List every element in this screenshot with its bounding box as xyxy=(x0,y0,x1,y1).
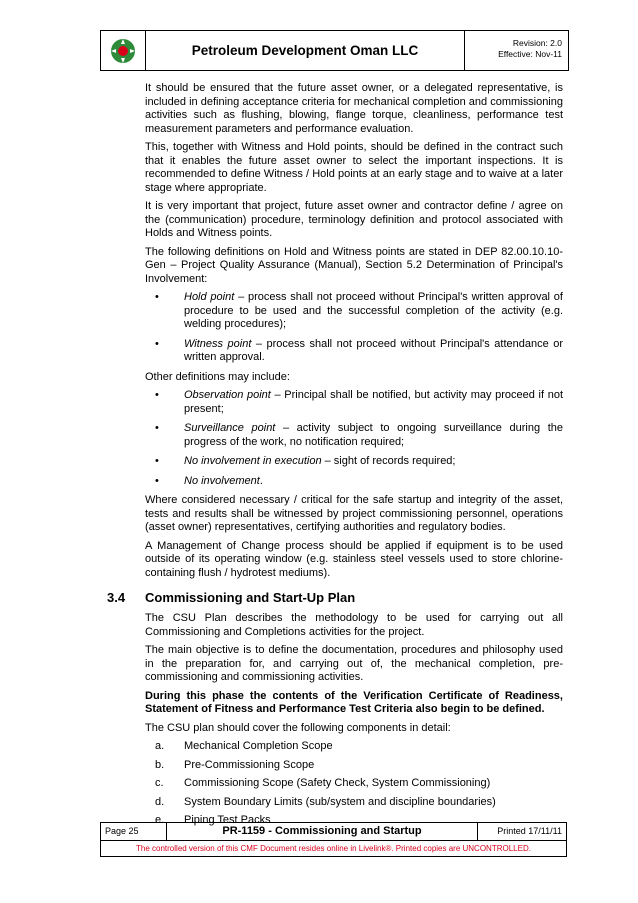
list-item: • No involvement. xyxy=(155,474,263,487)
list-item: a. Mechanical Completion Scope xyxy=(155,740,333,752)
paragraph: It is very important that project, future asset owner and contractor define / agree on the (communication) procedure, terminology definition and protocol associated with Holds and Witness points. xyxy=(145,200,563,239)
list-item: c. Commissioning Scope (Safety Check, System Commissioning) xyxy=(155,777,491,789)
bullet-icon: • xyxy=(155,455,159,467)
controlled-notice: The controlled version of this CMF Document resides online in Livelink®. Printed copies are UNCONTROLLED. xyxy=(136,844,531,853)
paragraph: The CSU Plan describes the methodology to be used for carrying out all Commissioning and Completions activities for the project. xyxy=(145,612,563,638)
paragraph: The CSU plan should cover the following components in detail: xyxy=(145,721,451,734)
paragraph: The main objective is to define the documentation, procedures and philosophy used in the preparation for, and carrying out of, the mechanical completion, pre-commissioning and commissioning activities. xyxy=(145,644,563,683)
other-definitions-list xyxy=(145,389,563,488)
body-content xyxy=(145,82,563,585)
company-title: Petroleum Development Oman LLC xyxy=(146,31,465,70)
section-heading xyxy=(107,590,567,605)
revision: Revision: 2.0 xyxy=(512,38,562,48)
paragraph-bold: During this phase the contents of the Verification Certificate of Readiness, Statement of Fitness and Performance Test Criteria also begin to be defined. xyxy=(145,689,563,715)
section-title: Commissioning and Start-Up Plan xyxy=(145,590,356,605)
printed-date: Printed 17/11/11 xyxy=(497,826,562,836)
list-item: • Observation point – Principal shall be notified, but activity may proceed if not present; xyxy=(155,389,563,415)
hold-witness-list xyxy=(145,291,563,365)
bullet-icon: • xyxy=(155,474,159,487)
list-item: • No involvement in execution – sight of records required; xyxy=(155,455,456,467)
section-content xyxy=(145,612,563,833)
pdo-logo-icon xyxy=(110,38,136,64)
paragraph: This, together with Witness and Hold points, should be defined in the contract such that it enables the future asset owner to select the important inspections. It is recommended to define Witness / Hold points at an early stage and to waive at a later stage where appropriate. xyxy=(145,141,563,194)
effective-date: Effective: Nov-11 xyxy=(498,49,562,59)
paragraph: A Management of Change process should be applied if equipment is to be used outside of its operating window (e.g. stainless steel vessels used to store chlorine-containing flush / hydrotest mediums). xyxy=(145,539,563,579)
revision-block xyxy=(465,31,568,70)
bullet-icon: • xyxy=(155,291,159,303)
components-list xyxy=(145,740,563,828)
paragraph: It should be ensured that the future asset owner, or a delegated representative, is included in defining acceptance criteria for mechanical completion and commissioning activities such as flushing, blowing, flange torque, cleanliness, performance test measurement parameters and performance evaluation. xyxy=(145,82,563,135)
paragraph: The following definitions on Hold and Witness points are stated in DEP 82.00.10.10-Gen – Project Quality Assurance (Manual), Section 5.2 Determination of Principal's Involvement: xyxy=(145,245,563,285)
list-item: e. Piping Test Packs xyxy=(155,814,271,826)
bullet-icon: • xyxy=(155,389,159,401)
section-number: 3.4 xyxy=(107,590,126,605)
page-header xyxy=(100,30,569,71)
list-item: • Hold point – process shall not proceed without Principal's written approval of procedure to be used and the successful completion of the activity (e.g. welding procedures); xyxy=(155,291,563,330)
bullet-icon: • xyxy=(155,337,159,350)
list-item: • Surveillance point – activity subject to ongoing surveillance during the progress of the work, no notification required; xyxy=(155,422,563,448)
paragraph: Where considered necessary / critical for the safe startup and integrity of the asset, tests and results shall be witnessed by project commissioning personnel, operations (asset owner) representatives, certifying authorities and regulatory bodies. xyxy=(145,494,563,533)
page-number: Page 25 xyxy=(101,823,167,840)
list-item: b. Pre-Commissioning Scope xyxy=(155,758,315,771)
document-title: PR-1159 - Commissioning and Startup xyxy=(167,823,478,840)
list-item: d. System Boundary Limits (sub/system and discipline boundaries) xyxy=(155,795,496,808)
pdo-logo xyxy=(101,31,146,70)
bullet-icon: • xyxy=(155,422,159,434)
paragraph: Other definitions may include: xyxy=(145,370,290,383)
list-item: • Witness point – process shall not proceed without Principal's attendance or written approval. xyxy=(155,337,563,363)
page-footer xyxy=(100,822,567,857)
